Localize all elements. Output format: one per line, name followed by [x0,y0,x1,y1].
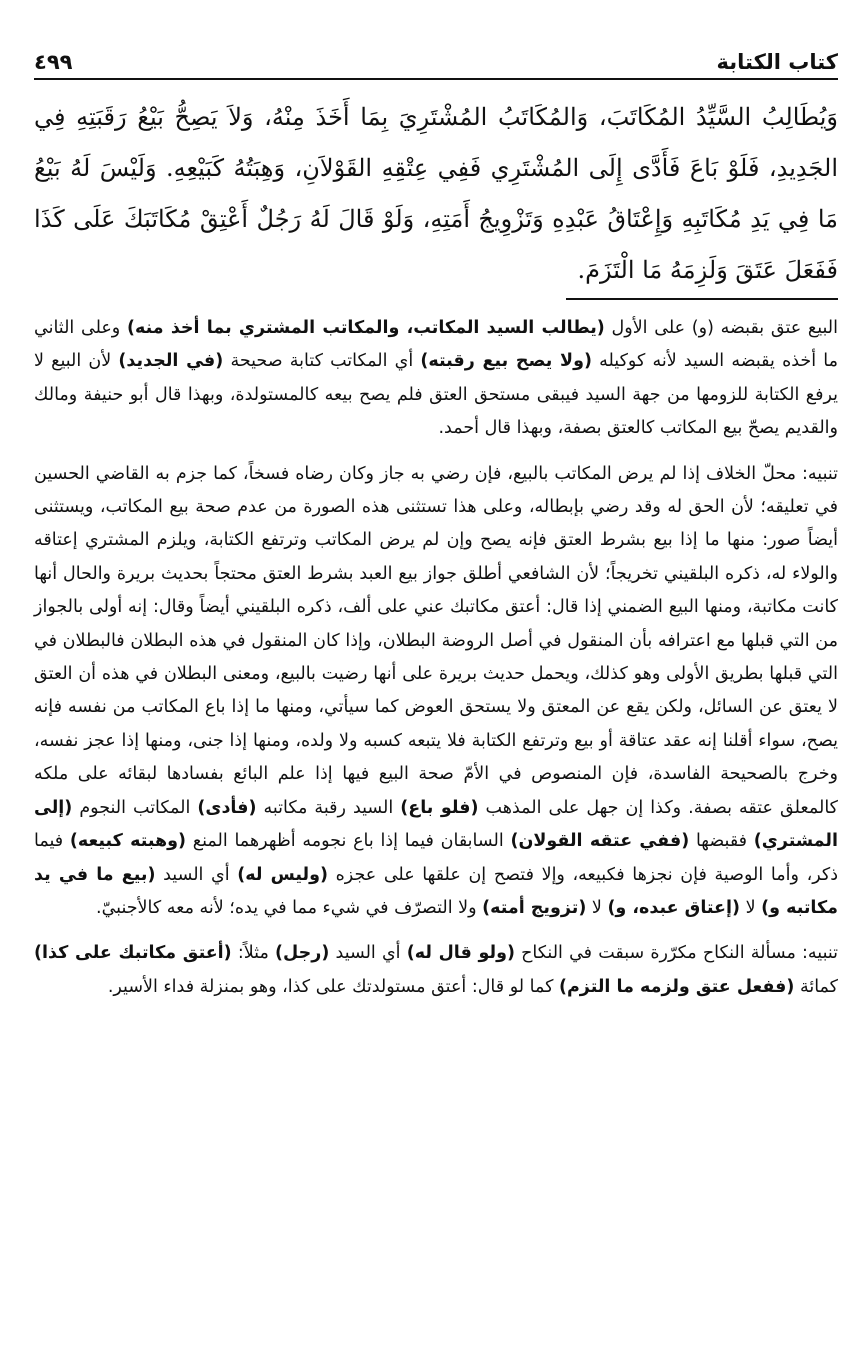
commentary-text: وعلى الثاني ما أخذه يقبضه السيد لأنه كوكيله [34,318,838,372]
commentary-paragraph [34,458,838,926]
page-number: ٤٩٩ [34,50,73,74]
quoted-matn-text: (وهبته كبيعه) [69,831,187,852]
commentary-text: المكاتب النجوم [72,797,198,818]
quoted-matn-text: (ولا يصح بيع رقبته) [420,351,592,372]
footnote-divider [566,298,838,300]
quoted-matn-text: (رجل) [275,943,330,964]
commentary-text: فيما ذكر، وأما الوصية فإن نجزها فكبيعه، وإلا فتصح إن علقها على عجزه [34,831,838,885]
quoted-matn-text: (فلو باع) [400,797,479,818]
book-title: كتاب الكتابة [716,50,838,74]
quoted-matn-text: (ففعل عتق ولزمه ما التزم) [558,976,795,997]
commentary-paragraph [34,312,838,446]
main-text-line: الجَدِيدِ، فَلَوْ بَاعَ فَأَدَّى إِلَى المُشْتَرِي فَفِي عِتْقِهِ القَوْلاَنِ، وَهِبَتُهُ كَبَيْعِهِ. وَلَيْسَ لَهُ بَيْعُ مَا [34,154,838,233]
page-header [34,38,838,80]
main-text-line: فِي يَدِ مُكَاتَبِهِ وَإِعْتَاقُ عَبْدِهِ وَتَزْوِيجُ أَمَتِهِ، وَلَوْ قَالَ لَهُ رَجُلٌ أَعْتِقْ مُكَاتَبَكَ عَلَى كَذَا فَفَعَلَ [34,205,838,284]
commentary-text: تنبيه: مسألة النكاح مكرّرة سبقت في النكاح [514,943,838,964]
quoted-matn-text: (بيع ما في يد مكاتبه و) [34,864,838,918]
main-text-line: وَيُطَالِبُ السَّيِّدُ المُكَاتَبَ، وَالمُكَاتَبُ المُشْتَرِيَ بِمَا أَخَذَ مِنْهُ، وَلاَ يَصِحُّ بَيْعُ رَقَبَتِهِ فِي [34,103,838,131]
quoted-matn-text: (ففي عتقه القولان) [510,831,690,852]
commentary-text: تنبيه: محلّ الخلاف إذا لم يرض المكاتب بالبيع، فإن رضي به جاز وكان رضاه فسخاً، كما جزم به القاضي الحسين في تعليقه؛ لأن الحق له وقد رضي بإبطاله، وعلى هذا تستثنى هذه الصورة من عدم صحة بيع المكاتب، ويستثنى أيضاً صور: منها ما إذا بيع بشرط العتق فإنه يصح وإن لم يرض المكاتب وترتفع الكتابة، ويلزم المشتري إعتاقه والولاء له، ذكره البلقيني تخريجاً؛ لأن الشافعي أطلق جواز بيع العبد بشرط العتق محتجاً بحديث بريرة والحال أنها كانت مكاتبة، ومنها البيع الضمني إذا قال: أعتق مكاتبك عني على ألف، ذكره البلقيني أيضاً وقال: إنه أولى بالجواز من التي قبلها مع اعترافه بأن المنقول في أصل الروضة البطلان، وإذا كان المنقول في هذه البطلان فالبطلان في التي قبلها بطريق الأولى وهو كذلك، ويحمل حديث بريرة على أنها رضيت بالبيع، ومعنى البطلان في هذه أن العتق لا يعتق عن السائل، ولكن يقع عن المعتق ولا يستحق العوض كما سيأتي، ومنها ما إذا باع المكاتب من نفسه فإنه يصح، سواء أقلنا إنه عقد عتاقة أو بيع وترتفع الكتابة فلا يتبعه كسبه ولا ولده، ومنها إذا جنى، ومنها إذا عجز نفسه، وخرج بالصحيحة الفاسدة، فإن المنصوص في الأمّ صحة البيع فيها إذا علم البائع بفسادها لبقائه على ملكه كالمعلق عتقه بصفة. وكذا إن جهل على المذهب [34,463,838,818]
quoted-matn-text: (وليس له) [237,864,328,885]
quoted-matn-text: (أعتق مكاتبك على كذا) [34,943,232,964]
main-text-line: عَتَقَ وَلَزِمَهُ مَا الْتَزَمَ. [577,256,777,284]
commentary-text: كمائة [794,976,838,997]
commentary-text: كما لو قال: أعتق مستولدتك على كذا، وهو بمنزلة فداء الأسير. [107,976,559,997]
commentary-text: لا [740,897,762,918]
commentary-text: لأن البيع لا يرفع الكتابة للزومها من جهة السيد فيبقى مستحق العتق فلم يصح بيعه كالمستولدة، وبهذا قال أبو حنيفة ومالك والقديم يصحّ بيع المكاتب كالعتق بصفة، وبهذا قال أحمد. [34,351,838,439]
commentary-text: أي المكاتب كتابة صحيحة [223,351,421,372]
quoted-matn-text: (إلى المشتري) [34,797,838,852]
quoted-matn-text: (ولو قال له) [406,943,515,964]
main-text [34,92,838,296]
commentary-paragraph [34,937,838,1004]
commentary-text: أي السيد [329,943,407,964]
commentary-text: ولا التصرّف في شيء مما في يده؛ لأنه معه كالأجنبيّ. [96,897,483,918]
quoted-matn-text: (إعتاق عبده، و) [607,897,740,918]
quoted-matn-text: (فأدى) [197,797,257,818]
quoted-matn-text: (تزويج أمته) [482,897,587,918]
commentary-text: البيع عتق بقبضه (و) على الأول [604,318,838,338]
commentary-text: لا [586,897,608,918]
commentary-text: فقبضها [689,831,754,852]
quoted-matn-text: (في الجديد) [118,351,224,372]
quoted-matn-text: (يطالب السيد المكاتب، والمكاتب المشتري بما أخذ منه) [126,318,605,338]
commentary [34,312,838,1004]
commentary-text: أي السيد [155,864,238,885]
commentary-text: السابقان فيما إذا باع نجومه أظهرهما المنع [186,831,511,852]
commentary-text: السيد رقبة مكاتبه [256,797,401,818]
commentary-text: مثلاً: [231,943,276,964]
